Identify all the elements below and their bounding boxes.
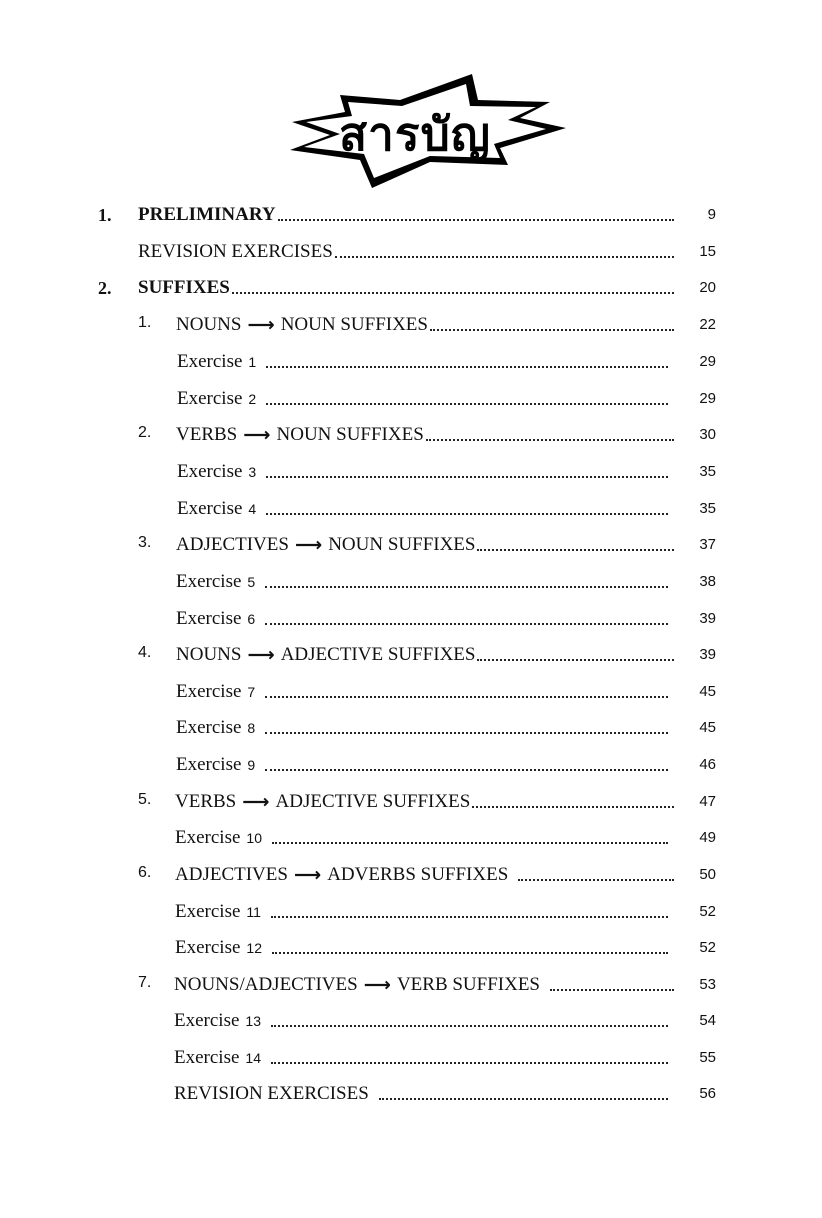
- page-number: 46: [699, 756, 716, 773]
- toc-entry[interactable]: [138, 640, 716, 666]
- exercise-number: 11: [246, 904, 261, 920]
- toc-entry[interactable]: [176, 677, 716, 703]
- page-number: 39: [699, 646, 716, 663]
- page-number: 50: [699, 866, 716, 883]
- title-banner: [0, 0, 822, 200]
- page-number: 38: [699, 573, 716, 590]
- entry-label: PRELIMINARY: [138, 204, 276, 225]
- dot-leader: [266, 476, 668, 478]
- dot-leader: [477, 549, 674, 551]
- entry-label-to: ADVERBS SUFFIXES: [327, 864, 509, 885]
- entry-label-to: VERB SUFFIXES: [396, 974, 541, 995]
- subsection-number: 6.: [138, 864, 152, 881]
- entry-label-to: NOUN SUFFIXES: [328, 534, 476, 555]
- subsection-number: 1.: [138, 314, 152, 331]
- exercise-number: 12: [246, 940, 262, 956]
- page-number: 45: [699, 719, 716, 736]
- entry-label: REVISION EXERCISES: [174, 1083, 369, 1104]
- entry-label: Exercise: [174, 1010, 240, 1031]
- subsection-number: 7.: [138, 974, 152, 991]
- dot-leader: [265, 732, 668, 734]
- section-number: 2.: [98, 278, 112, 298]
- dot-leader: [265, 769, 668, 771]
- toc-entry[interactable]: [138, 787, 716, 813]
- toc-entry[interactable]: [174, 1006, 716, 1032]
- page-number: 47: [699, 793, 716, 810]
- entry-label-from: VERBS: [176, 424, 238, 445]
- page-number: 55: [699, 1049, 716, 1066]
- dot-leader: [265, 696, 668, 698]
- toc-entry[interactable]: [138, 530, 716, 556]
- entry-label-to: ADJECTIVE SUFFIXES: [275, 791, 471, 812]
- toc-entry[interactable]: [138, 420, 716, 446]
- toc-entry[interactable]: [177, 347, 716, 373]
- dot-leader: [271, 1062, 668, 1064]
- dot-leader: [266, 366, 668, 368]
- page-number: 53: [699, 976, 716, 993]
- dot-leader: [335, 256, 674, 258]
- toc-entry[interactable]: [175, 897, 716, 923]
- dot-leader: [271, 1025, 668, 1027]
- page-number: 56: [699, 1085, 716, 1102]
- dot-leader: [472, 806, 674, 808]
- exercise-number: 2: [248, 391, 257, 407]
- dot-leader: [477, 659, 674, 661]
- entry-label: Exercise: [175, 901, 241, 922]
- entry-label: Exercise: [176, 717, 242, 738]
- page-number: 15: [699, 243, 716, 260]
- page-number: 35: [699, 463, 716, 480]
- entry-label: Exercise: [176, 681, 242, 702]
- entry-label: Exercise: [174, 1047, 240, 1068]
- entry-label-from: ADJECTIVES: [176, 534, 289, 555]
- toc-entry[interactable]: [138, 970, 716, 996]
- arrow-right-icon: ⟶: [242, 791, 270, 813]
- entry-label: Exercise: [177, 461, 243, 482]
- page-number: 9: [707, 206, 716, 223]
- page-number: 29: [699, 353, 716, 370]
- entry-label: SUFFIXES: [138, 277, 230, 298]
- exercise-number: 1: [248, 354, 257, 370]
- page-number: 54: [699, 1012, 716, 1029]
- toc-entry[interactable]: [176, 750, 716, 776]
- dot-leader: [379, 1098, 668, 1100]
- dot-leader: [271, 916, 668, 918]
- toc-entry[interactable]: [138, 310, 716, 336]
- entry-label-from: NOUNS: [176, 314, 242, 335]
- subsection-number: 3.: [138, 534, 152, 551]
- entry-label-from: VERBS: [175, 791, 237, 812]
- toc-entry[interactable]: [177, 494, 716, 520]
- exercise-number: 3: [248, 464, 257, 480]
- toc-entry[interactable]: [176, 567, 716, 593]
- entry-label: Exercise: [177, 351, 243, 372]
- page-number: 39: [699, 610, 716, 627]
- dot-leader: [518, 879, 674, 881]
- dot-leader: [265, 623, 668, 625]
- dot-leader: [232, 292, 674, 294]
- dot-leader: [272, 842, 668, 844]
- toc-entry[interactable]: [138, 860, 716, 886]
- entry-label: Exercise: [176, 571, 242, 592]
- toc-entry[interactable]: [174, 1079, 716, 1105]
- dot-leader: [550, 989, 674, 991]
- entry-label-from: NOUNS: [176, 644, 242, 665]
- toc-entry[interactable]: [98, 200, 716, 226]
- toc-entry[interactable]: [175, 933, 716, 959]
- dot-leader: [426, 439, 674, 441]
- entry-label: Exercise: [175, 937, 241, 958]
- subsection-number: 5.: [138, 791, 152, 808]
- subsection-number: 2.: [138, 424, 152, 441]
- exercise-number: 10: [246, 830, 262, 846]
- arrow-right-icon: ⟶: [293, 864, 322, 886]
- entry-label: Exercise: [175, 827, 241, 848]
- arrow-right-icon: ⟶: [363, 974, 391, 996]
- exercise-number: 13: [245, 1013, 261, 1029]
- dot-leader: [278, 219, 674, 221]
- entry-label-from: NOUNS/ADJECTIVES: [174, 974, 358, 995]
- entry-label-to: NOUN SUFFIXES: [276, 424, 424, 445]
- exercise-number: 7: [247, 684, 256, 700]
- page-number: 20: [699, 279, 716, 296]
- dot-leader: [266, 403, 668, 405]
- exercise-number: 4: [248, 501, 257, 517]
- entry-label: Exercise: [177, 498, 243, 519]
- exercise-number: 5: [247, 574, 256, 590]
- toc-entry[interactable]: [176, 713, 716, 739]
- page-number: 35: [699, 500, 716, 517]
- arrow-right-icon: ⟶: [294, 534, 323, 556]
- entry-label: Exercise: [176, 608, 242, 629]
- toc-entry[interactable]: [138, 237, 716, 263]
- exercise-number: 9: [247, 757, 256, 773]
- entry-label: Exercise: [177, 388, 243, 409]
- page-number: 49: [699, 829, 716, 846]
- entry-label: REVISION EXERCISES: [138, 241, 333, 262]
- exercise-number: 14: [245, 1050, 261, 1066]
- arrow-right-icon: ⟶: [247, 644, 275, 666]
- dot-leader: [266, 513, 668, 515]
- dot-leader: [265, 586, 668, 588]
- exercise-number: 8: [247, 720, 256, 736]
- dot-leader: [430, 329, 674, 331]
- page-title: สารบัญ: [338, 107, 491, 161]
- toc-entry[interactable]: [177, 384, 716, 410]
- toc-entry[interactable]: [98, 273, 716, 299]
- dot-leader: [272, 952, 668, 954]
- page-number: 30: [699, 426, 716, 443]
- arrow-right-icon: ⟶: [243, 424, 271, 446]
- entry-label: Exercise: [176, 754, 242, 775]
- page-number: 29: [699, 390, 716, 407]
- page-number: 45: [699, 683, 716, 700]
- section-number: 1.: [98, 205, 112, 225]
- page-number: 52: [699, 939, 716, 956]
- page-number: 52: [699, 903, 716, 920]
- exercise-number: 6: [247, 611, 256, 627]
- page-number: 22: [699, 316, 716, 333]
- entry-label-from: ADJECTIVES: [175, 864, 288, 885]
- toc-entry[interactable]: [177, 457, 716, 483]
- subsection-number: 4.: [138, 644, 152, 661]
- entry-label-to: NOUN SUFFIXES: [280, 314, 428, 335]
- page-number: 37: [699, 536, 716, 553]
- toc-entry[interactable]: [174, 1043, 716, 1069]
- arrow-right-icon: ⟶: [247, 314, 275, 336]
- toc-entry[interactable]: [176, 604, 716, 630]
- entry-label-to: ADJECTIVE SUFFIXES: [280, 644, 476, 665]
- toc-entry[interactable]: [175, 823, 716, 849]
